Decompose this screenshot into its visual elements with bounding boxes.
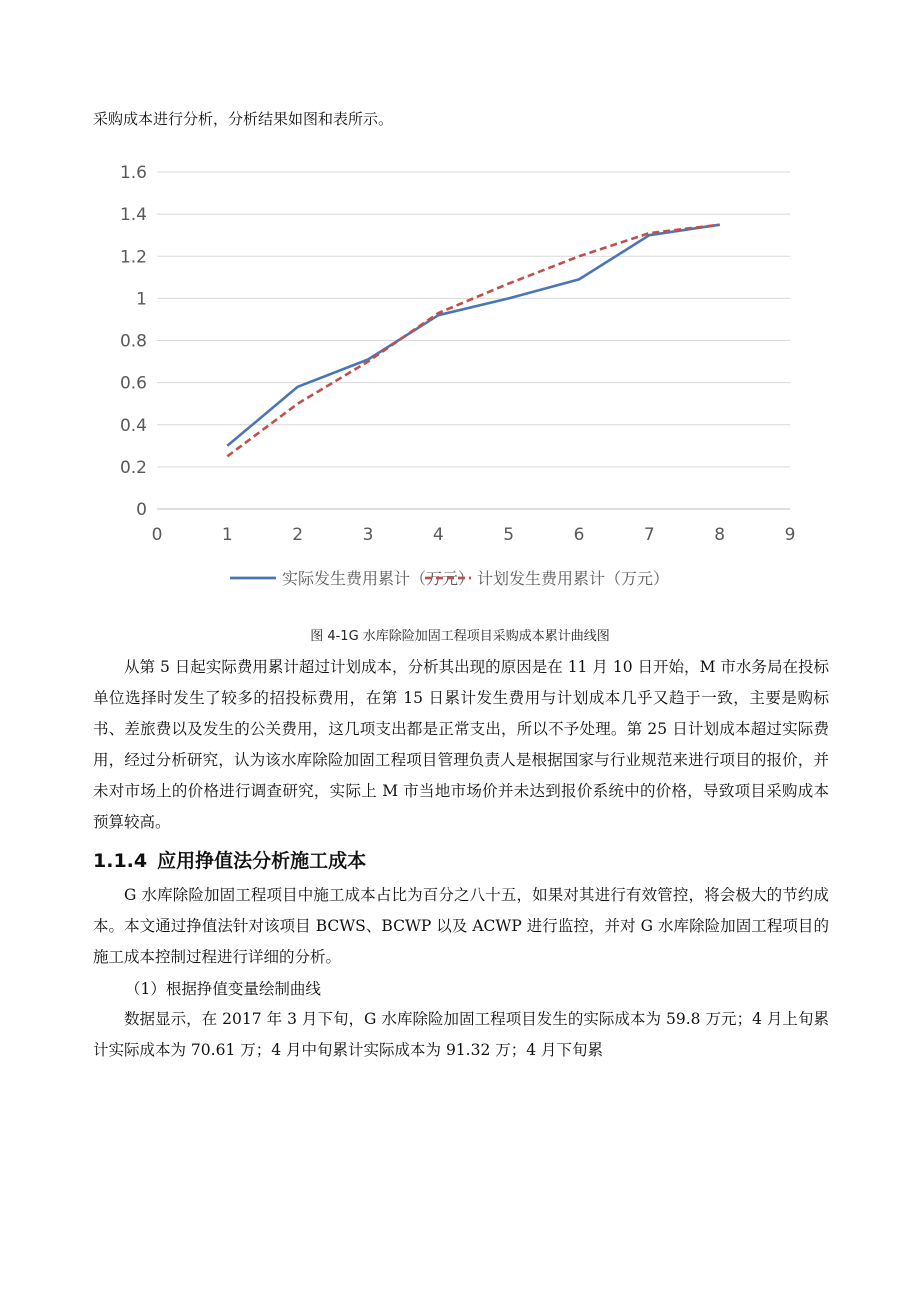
x-tick-label: 9 xyxy=(784,525,796,545)
x-tick-label: 4 xyxy=(432,525,444,545)
section-number: 1.1.4 xyxy=(93,850,148,872)
series-line-1 xyxy=(227,225,719,446)
x-tick-label: 5 xyxy=(503,525,515,545)
intro-paragraph: G 水库除险加固工程项目中施工成本占比为百分之八十五，如果对其进行有效管控，将会极大的节约成本。本文通过挣值法针对该项目 BCWS、BCWP 以及 ACWP 进行监控，并对 G 水库除险加固工程项目的施工成本控制过程进行详细的分析。 xyxy=(93,886,829,966)
y-tick-label: 0.6 xyxy=(119,373,147,394)
y-tick-label: 0.8 xyxy=(119,331,147,352)
analysis-paragraph: 从第 5 日起实际费用累计超过计划成本，分析其出现的原因是在 11 月 10 日开始，M 市水务局在投标单位选择时发生了较多的招投标费用，在第 15 日累计发生费用与计划成本几乎又趋于一致，主要是购标书、差旅费以及发生的公关费用，这几项支出都是正常支出，所以不予处理。第 25 日计划成本超过实际费用，经过分析研究，认为该水库除险加固工程项目管理负责人是根据国家与行业规范来进行项目的报价，并未对市场上的价格进行调查研究，实际上 M 市当地市场价并未达到报价系统中的价格，导致项目采购成本预算较高。 xyxy=(93,658,829,831)
data-paragraph: 数据显示，在 2017 年 3 月下旬，G 水库除险加固工程项目发生的实际成本为 59.8 万元；4 月上旬累计实际成本为 70.61 万；4 月中旬累计实际成本为 91.32 万；4 月下旬累 xyxy=(93,1010,829,1059)
y-tick-label: 1.6 xyxy=(119,163,147,183)
x-tick-label: 0 xyxy=(151,525,163,545)
x-tick-label: 2 xyxy=(292,525,304,545)
y-tick-label: 0.4 xyxy=(119,415,147,436)
x-tick-label: 6 xyxy=(573,525,585,545)
section-title: 应用挣值法分析施工成本 xyxy=(157,850,367,872)
legend-label-2: 计划发生费用累计（万元） xyxy=(477,569,670,588)
section-heading xyxy=(93,846,366,873)
x-tick-label: 7 xyxy=(643,525,655,545)
intro-line: 采购成本进行分析，分析结果如图和表所示。 xyxy=(93,110,394,128)
subheading: （1）根据挣值变量绘制曲线 xyxy=(125,980,321,998)
y-tick-label: 1 xyxy=(136,289,147,310)
y-tick-label: 0.2 xyxy=(119,457,147,478)
figure-caption: 图 4-1G 水库除险加固工程项目采购成本累计曲线图 xyxy=(310,629,610,644)
legend-label-1: 实际发生费用累计（万元） xyxy=(282,569,475,588)
x-tick-label: 3 xyxy=(362,525,374,545)
cumulative-cost-chart xyxy=(95,150,825,610)
chart-svg xyxy=(95,150,825,610)
y-tick-label: 0 xyxy=(136,500,147,520)
y-tick-label: 1.2 xyxy=(119,247,147,268)
x-tick-label: 8 xyxy=(714,525,726,545)
y-tick-label: 1.4 xyxy=(119,205,147,226)
x-tick-label: 1 xyxy=(221,525,233,545)
